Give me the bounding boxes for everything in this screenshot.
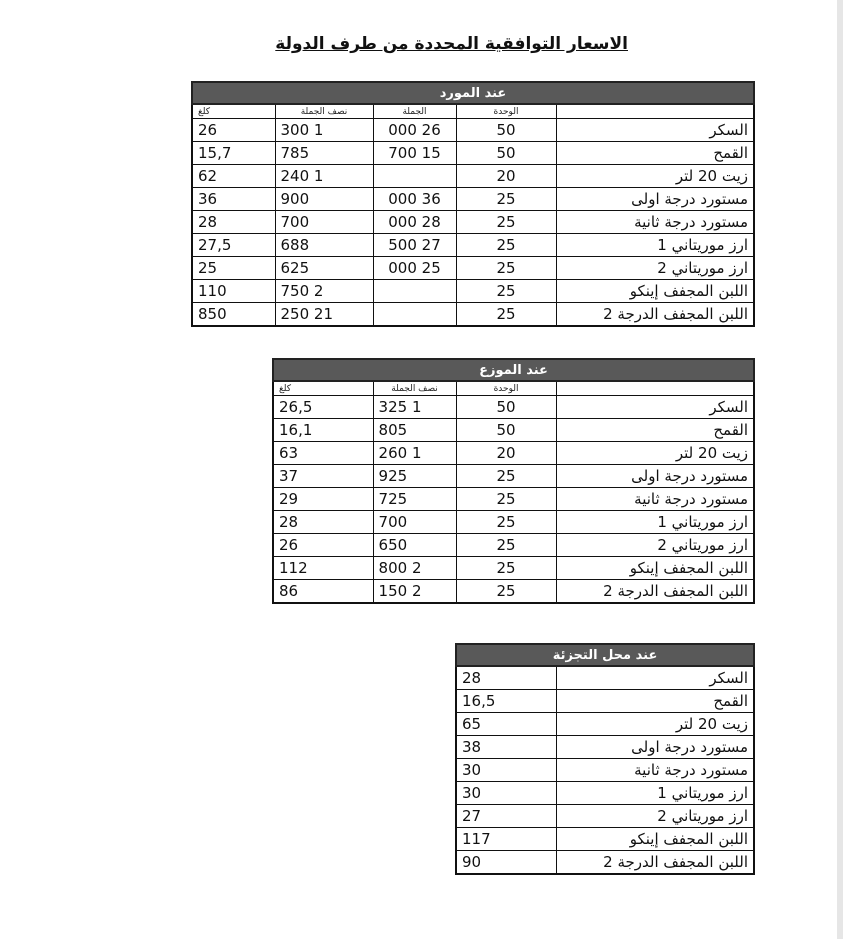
wholesale-price-cell: 28 000 [373,211,456,234]
product-name: اللبن المجفف إينكو [556,280,754,303]
kg-price-cell: 26 [273,534,373,557]
page-title: الاسعار التوافقية المحددة من طرف الدولة [275,34,628,54]
supplier-header-product [556,104,754,119]
half-wholesale-price-cell: 688 [275,234,373,257]
distributor-table-body [273,396,754,604]
retail-table-row [456,736,754,759]
kg-price-cell: 26 [192,119,275,142]
product-name: اللبن المجفف إينكو [556,828,754,851]
product-name: القمح [556,419,754,442]
unit-cell: 25 [456,303,556,327]
retail-price-table [455,643,755,875]
supplier-table-heading: عند المورد [192,82,754,104]
product-name: زيت 20 لتر [556,442,754,465]
half-wholesale-price-cell: 1 325 [373,396,456,419]
supplier-table-body [192,119,754,327]
distributor-header-unit: الوحدة [456,381,556,396]
supplier-table-row [192,211,754,234]
distributor-price-table [272,358,755,604]
product-name: القمح [556,142,754,165]
distributor-header-kg: كلغ [273,381,373,396]
distributor-table-heading: عند الموزع [273,359,754,381]
unit-cell: 20 [456,442,556,465]
distributor-table-row [273,465,754,488]
distributor-table-row [273,557,754,580]
product-name: مستورد درجة اولى [556,188,754,211]
half-wholesale-price-cell: 700 [275,211,373,234]
unit-cell: 25 [456,188,556,211]
wholesale-price-cell [373,280,456,303]
supplier-header-half-wholesale: نصف الجملة [275,104,373,119]
wholesale-price-cell: 27 500 [373,234,456,257]
distributor-header-half-wholesale: نصف الجملة [373,381,456,396]
product-name: اللبن المجفف الدرجة 2 [556,851,754,875]
product-name: مستورد درجة اولى [556,736,754,759]
unit-cell: 50 [456,142,556,165]
kg-price-cell: 28 [273,511,373,534]
unit-cell: 25 [456,465,556,488]
supplier-table-row [192,142,754,165]
unit-cell: 50 [456,419,556,442]
product-name: مستورد درجة ثانية [556,211,754,234]
retail-table-row [456,759,754,782]
product-name: القمح [556,690,754,713]
unit-cell: 25 [456,511,556,534]
supplier-table-row [192,257,754,280]
retail-table-row [456,666,754,690]
supplier-header-kg: كلغ [192,104,275,119]
half-wholesale-price-cell: 700 [373,511,456,534]
retail-price-cell: 27 [456,805,556,828]
half-wholesale-price-cell: 1 260 [373,442,456,465]
retail-price-cell: 30 [456,782,556,805]
page-edge [837,0,843,939]
distributor-table-row [273,580,754,604]
kg-price-cell: 15,7 [192,142,275,165]
distributor-table-row [273,488,754,511]
product-name: ارز موريتاني 1 [556,511,754,534]
half-wholesale-price-cell: 2 800 [373,557,456,580]
retail-table-body [456,666,754,874]
half-wholesale-price-cell: 1 300 [275,119,373,142]
retail-price-cell: 117 [456,828,556,851]
product-name: ارز موريتاني 2 [556,257,754,280]
unit-cell: 50 [456,119,556,142]
retail-table-row [456,805,754,828]
unit-cell: 25 [456,280,556,303]
kg-price-cell: 28 [192,211,275,234]
half-wholesale-price-cell: 625 [275,257,373,280]
kg-price-cell: 63 [273,442,373,465]
distributor-header-product [556,381,754,396]
supplier-table-row [192,303,754,327]
distributor-table-row [273,442,754,465]
kg-price-cell: 62 [192,165,275,188]
supplier-table-row [192,234,754,257]
supplier-table-row [192,280,754,303]
unit-cell: 50 [456,396,556,419]
unit-cell: 25 [456,580,556,604]
wholesale-price-cell: 36 000 [373,188,456,211]
wholesale-price-cell: 26 000 [373,119,456,142]
half-wholesale-price-cell: 805 [373,419,456,442]
retail-table-row [456,690,754,713]
supplier-header-unit: الوحدة [456,104,556,119]
unit-cell: 25 [456,557,556,580]
half-wholesale-price-cell: 650 [373,534,456,557]
supplier-header-wholesale: الجملة [373,104,456,119]
unit-cell: 25 [456,211,556,234]
product-name: ارز موريتاني 1 [556,234,754,257]
kg-price-cell: 26,5 [273,396,373,419]
product-name: اللبن المجفف الدرجة 2 [556,580,754,604]
retail-price-cell: 90 [456,851,556,875]
kg-price-cell: 112 [273,557,373,580]
kg-price-cell: 37 [273,465,373,488]
product-name: زيت 20 لتر [556,713,754,736]
half-wholesale-price-cell: 925 [373,465,456,488]
unit-cell: 20 [456,165,556,188]
retail-price-cell: 30 [456,759,556,782]
supplier-table-row [192,188,754,211]
retail-price-cell: 16,5 [456,690,556,713]
product-name: ارز موريتاني 2 [556,805,754,828]
distributor-table-row [273,511,754,534]
half-wholesale-price-cell: 2 150 [373,580,456,604]
wholesale-price-cell [373,303,456,327]
half-wholesale-price-cell: 2 750 [275,280,373,303]
kg-price-cell: 16,1 [273,419,373,442]
retail-price-cell: 38 [456,736,556,759]
retail-table-heading: عند محل التجزئة [456,644,754,666]
product-name: مستورد درجة ثانية [556,488,754,511]
retail-price-cell: 65 [456,713,556,736]
product-name: السكر [556,666,754,690]
distributor-table-row [273,396,754,419]
retail-price-cell: 28 [456,666,556,690]
unit-cell: 25 [456,488,556,511]
product-name: ارز موريتاني 1 [556,782,754,805]
kg-price-cell: 850 [192,303,275,327]
unit-cell: 25 [456,534,556,557]
retail-table-row [456,851,754,875]
wholesale-price-cell: 25 000 [373,257,456,280]
kg-price-cell: 25 [192,257,275,280]
supplier-price-table [191,81,755,327]
product-name: اللبن المجفف الدرجة 2 [556,303,754,327]
retail-table-row [456,713,754,736]
half-wholesale-price-cell: 900 [275,188,373,211]
unit-cell: 25 [456,257,556,280]
product-name: ارز موريتاني 2 [556,534,754,557]
kg-price-cell: 27,5 [192,234,275,257]
retail-table-row [456,782,754,805]
half-wholesale-price-cell: 785 [275,142,373,165]
kg-price-cell: 36 [192,188,275,211]
kg-price-cell: 29 [273,488,373,511]
distributor-table-row [273,419,754,442]
supplier-table-row [192,165,754,188]
wholesale-price-cell: 15 700 [373,142,456,165]
product-name: مستورد درجة اولى [556,465,754,488]
product-name: زيت 20 لتر [556,165,754,188]
supplier-table-row [192,119,754,142]
distributor-table-row [273,534,754,557]
kg-price-cell: 110 [192,280,275,303]
kg-price-cell: 86 [273,580,373,604]
half-wholesale-price-cell: 725 [373,488,456,511]
product-name: مستورد درجة ثانية [556,759,754,782]
half-wholesale-price-cell: 1 240 [275,165,373,188]
product-name: السكر [556,396,754,419]
product-name: السكر [556,119,754,142]
wholesale-price-cell [373,165,456,188]
product-name: اللبن المجفف إينكو [556,557,754,580]
retail-table-row [456,828,754,851]
unit-cell: 25 [456,234,556,257]
half-wholesale-price-cell: 21 250 [275,303,373,327]
